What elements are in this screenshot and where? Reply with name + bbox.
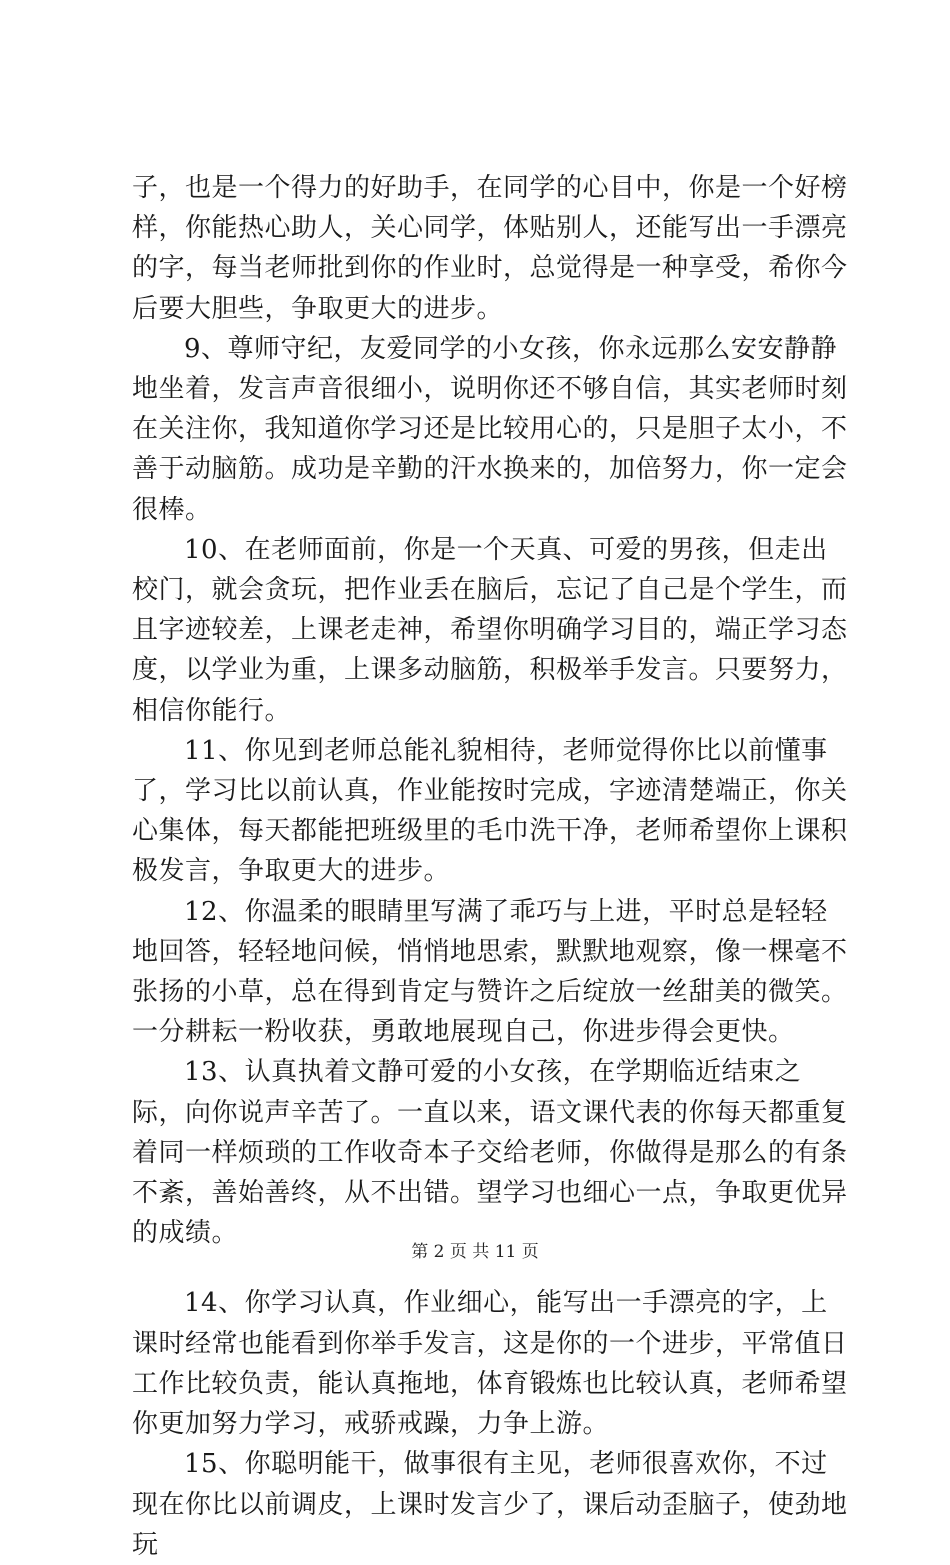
document-body bbox=[132, 168, 852, 1565]
paragraph-continued: 子，也是一个得力的好助手，在同学的心目中，你是一个好榜样，你能热心助人，关心同学，体贴别人，还能写出一手漂亮的字，每当老师批到你的作业时，总觉得是一种享受，希你今后要大胆些，争取更大的进步。 bbox=[132, 173, 848, 324]
page-number-footer: 第 2 页 共 11 页 bbox=[411, 1242, 539, 1262]
paragraph-item-13: 13、认真执着文静可爱的小女孩，在学期临近结束之际，向你说声辛苦了。一直以来，语文课代表的你每天都重复着同一样烦琐的工作收奇本子交给老师，你做得是那么的有条不紊，善始善终，从不出错。望学习也细心一点，争取更优异的成绩。 bbox=[132, 1057, 848, 1249]
paragraph-item-11: 11、你见到老师总能礼貌相待，老师觉得你比以前懂事了，学习比以前认真，作业能按时完成，字迹清楚端正，你关心集体，每天都能把班级里的毛巾洗干净，老师希望你上课积极发言，争取更大的进步。 bbox=[132, 735, 848, 887]
paragraph-item-10: 10、在老师面前，你是一个天真、可爱的男孩，但走出校门，就会贪玩，把作业丢在脑后，忘记了自己是个学生，而且字迹较差，上课老走神，希望你明确学习目的，端正学习态度，以学业为重，上课多动脑筋，积极举手发言。只要努力，相信你能行。 bbox=[132, 534, 848, 726]
paragraph-item-14: 14、你学习认真，作业细心，能写出一手漂亮的字，上课时经常也能看到你举手发言，这是你的一个进步，平常值日工作比较负责，能认真拖地，体育锻炼也比较认真，老师希望你更加努力学习，戒骄戒躁，力争上游。 bbox=[132, 1288, 848, 1440]
paragraph-item-15: 15、你聪明能干，做事很有主见，老师很喜欢你，不过现在你比以前调皮，上课时发言少了，课后动歪脑子，使劲地玩 bbox=[132, 1449, 848, 1560]
paragraph-item-9: 9、尊师守纪，友爱同学的小女孩，你永远那么安安静静地坐着，发言声音很细小，说明你还不够自信，其实老师时刻在关注你，我知道你学习还是比较用心的，只是胆子太小，不善于动脑筋。成功是辛勤的汗水换来的，加倍努力，你一定会很棒。 bbox=[132, 333, 848, 525]
paragraph-item-12: 12、你温柔的眼睛里写满了乖巧与上进，平时总是轻轻地回答，轻轻地问候，悄悄地思索，默默地观察，像一棵毫不张扬的小草，总在得到肯定与赞许之后绽放一丝甜美的微笑。一分耕耘一粉收获，勇敢地展现自己，你进步得会更快。 bbox=[132, 896, 848, 1048]
